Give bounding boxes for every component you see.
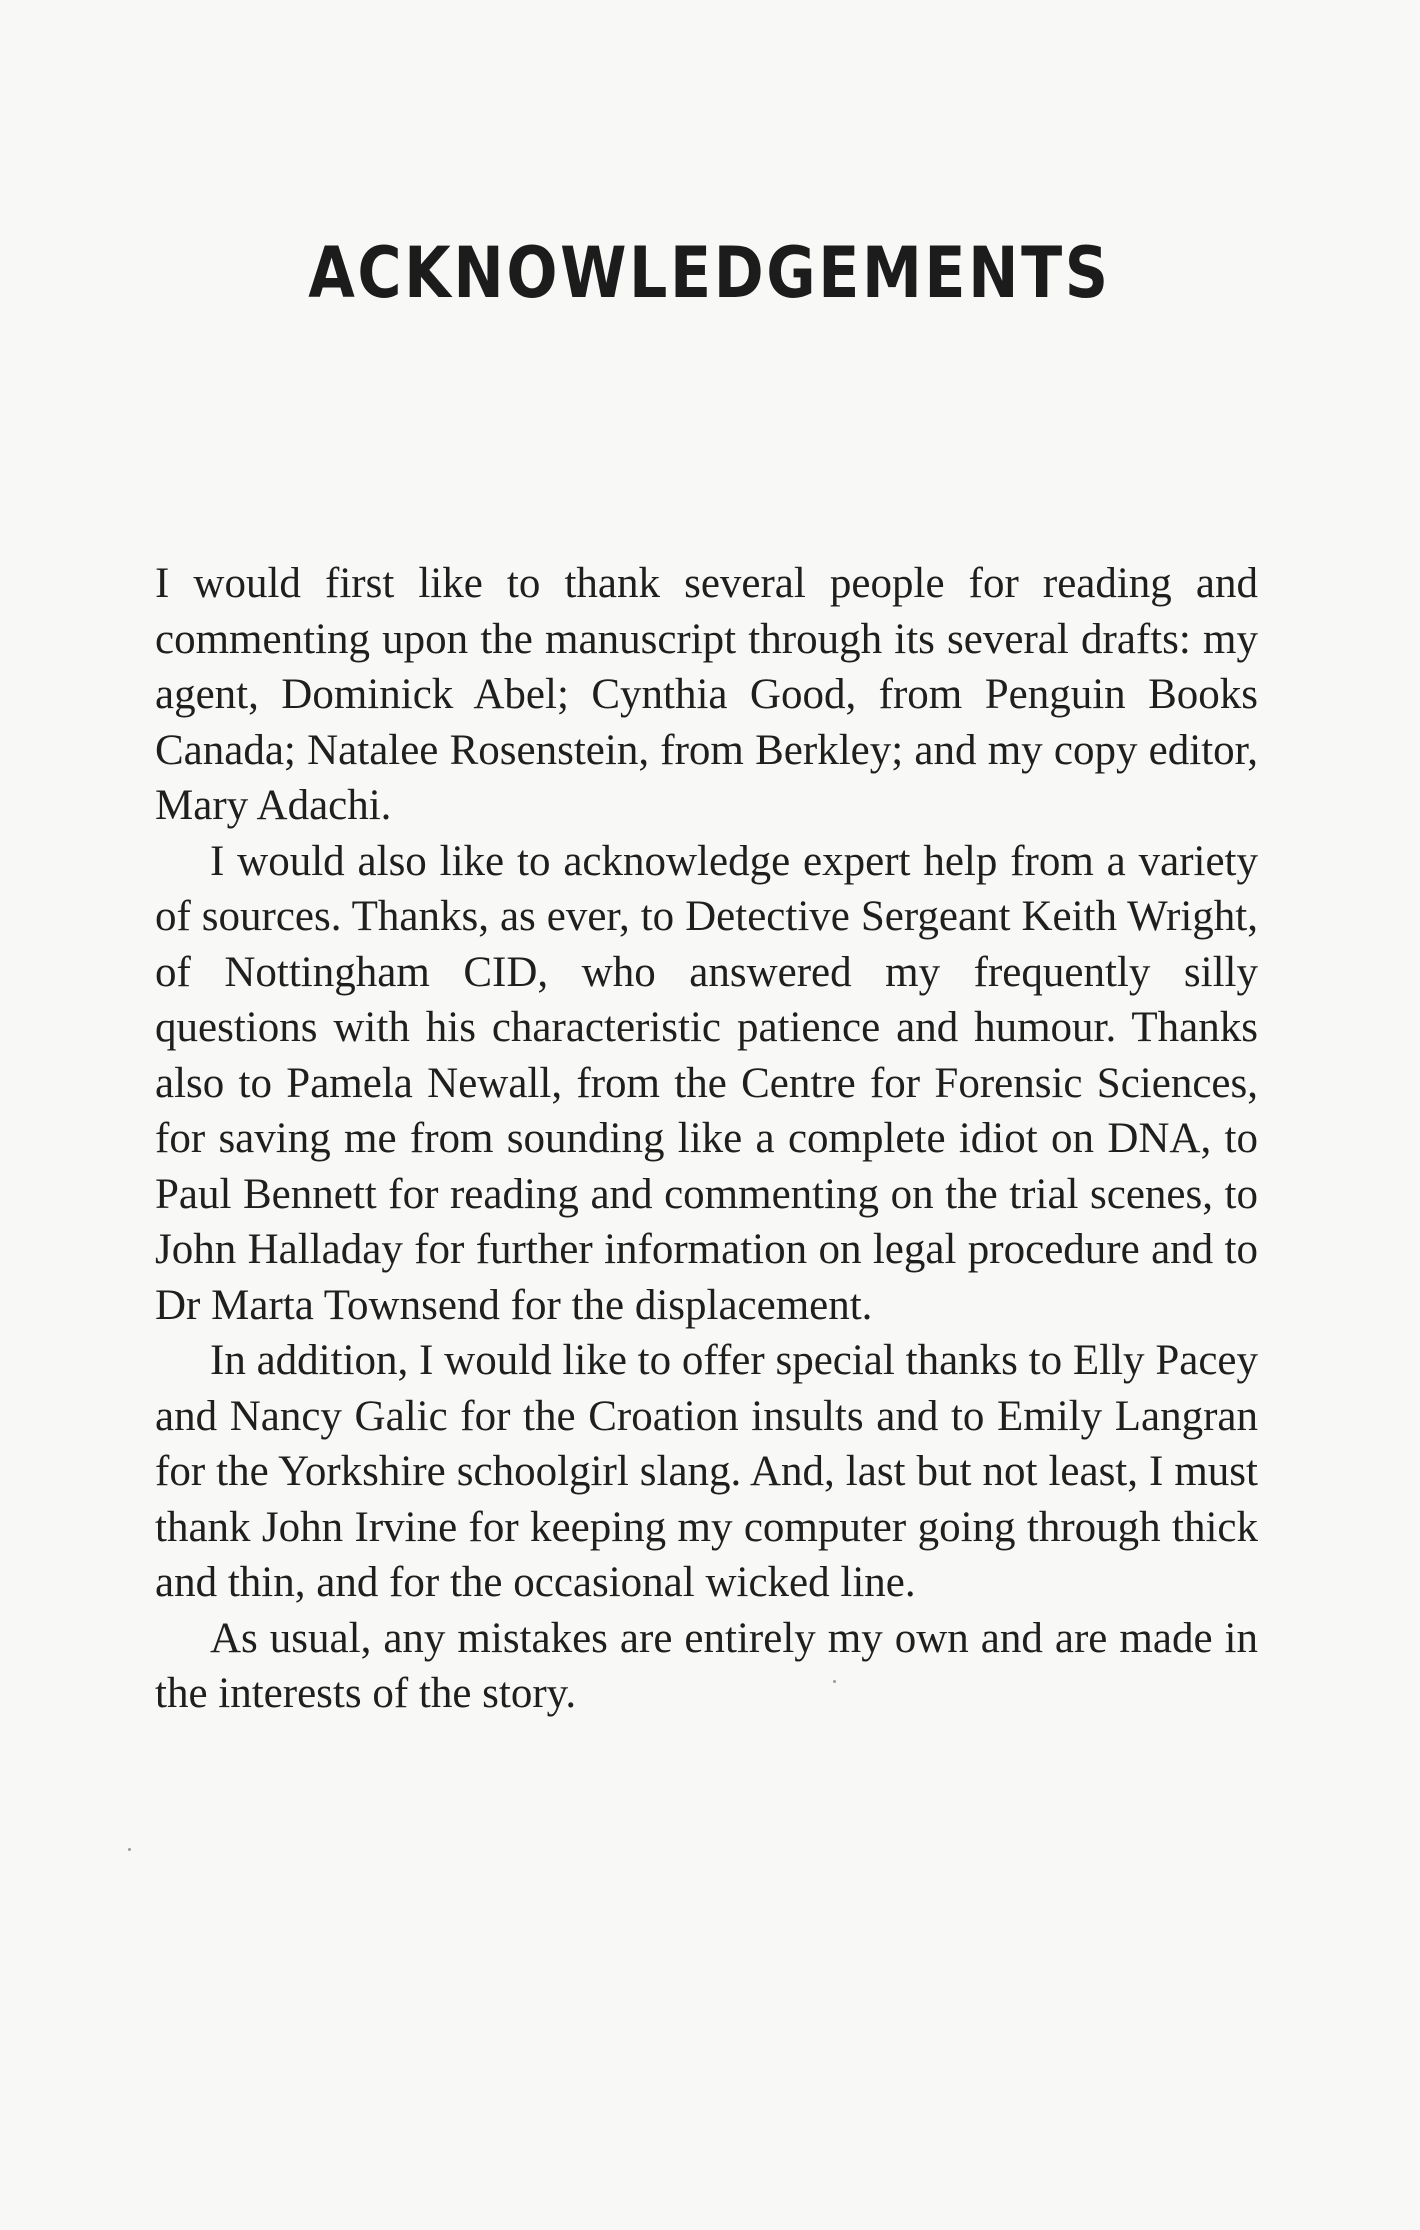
scan-speck xyxy=(128,1848,131,1851)
paragraph-2: I would also like to acknowledge expert help from a variety of sources. Thanks, as ever, to Detective Sergeant Keith Wright, of Nottingham CID, who answered my frequently silly questions with his characteristic patience and humour. Thanks also to Pamela Newall, from the Centre for Forensic Sciences, for saving me from sounding like a complete idiot on DNA, to Paul Bennett for reading and commenting on the trial scenes, to John Halladay for further information on legal procedure and to Dr Marta Townsend for the displacement. xyxy=(155,837,1258,1329)
paragraph-3: In addition, I would like to offer special thanks to Elly Pacey and Nancy Galic for the Croation insults and to Emily Langran for the Yorkshire schoolgirl slang. And, last but not least, I must thank John Irvine for keeping my computer going through thick and thin, and for the occasional wicked line. xyxy=(155,1337,1258,1606)
page-heading: ACKNOWLEDGEMENTS xyxy=(308,232,1111,314)
scan-speck xyxy=(833,1680,836,1683)
paragraph-1: I would first like to thank several people for reading and commenting upon the manuscript through its several drafts: my agent, Dominick Abel; Cynthia Good, from Penguin Books Canada; Natalee Rosenstein, from Berkley; and my copy editor, Mary Adachi. xyxy=(155,560,1258,829)
acknowledgements-body xyxy=(155,556,1258,1722)
paragraph-4: As usual, any mistakes are entirely my own and are made in the interests of the story. xyxy=(155,1614,1258,1717)
